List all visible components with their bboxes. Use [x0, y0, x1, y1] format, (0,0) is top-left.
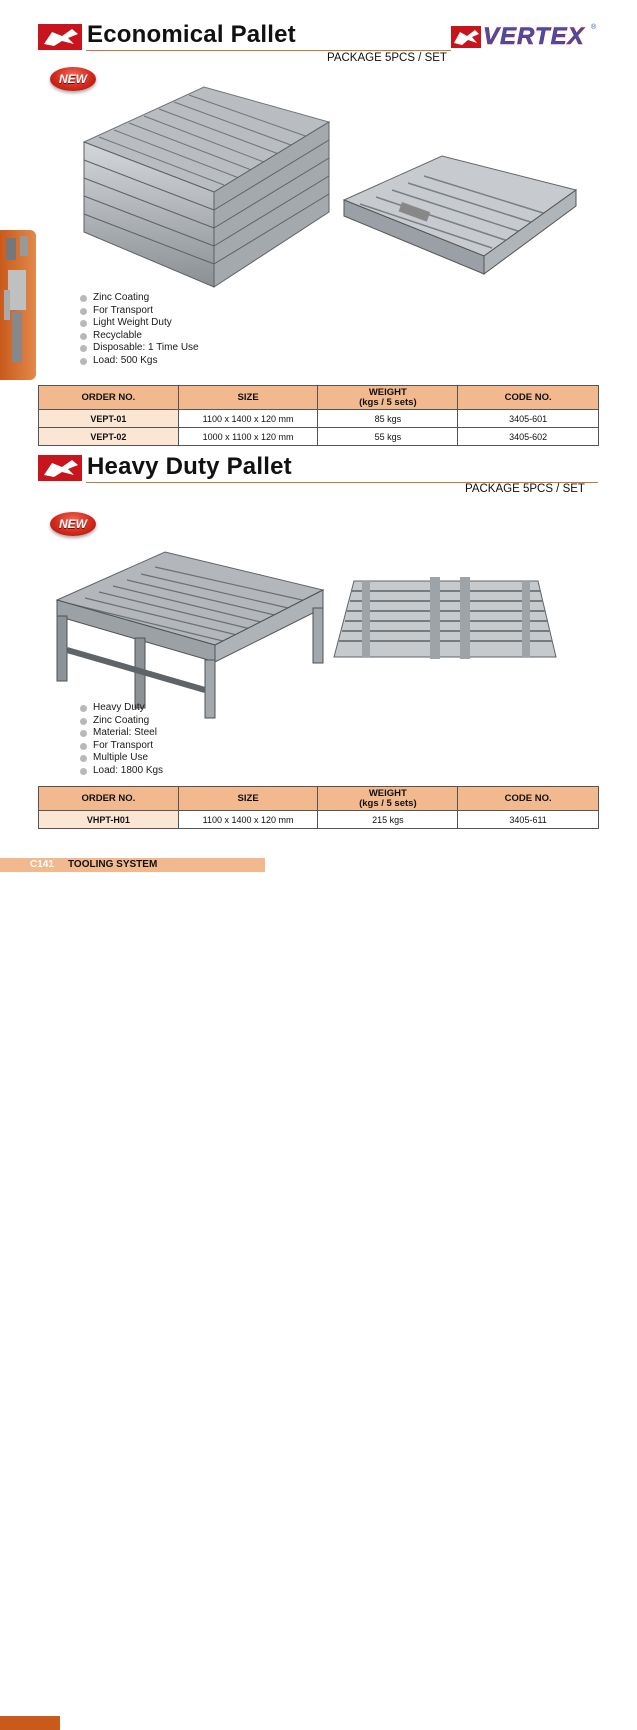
feature-item: Zinc Coating	[80, 292, 199, 305]
weight-cell: 215 kgs	[318, 811, 458, 829]
stacked-pallets-image	[74, 82, 332, 302]
header-size: SIZE	[178, 787, 318, 811]
feature-list	[80, 702, 163, 777]
weight-cell: 85 kgs	[318, 410, 458, 428]
size-cell: 1100 x 1400 x 120 mm	[178, 410, 318, 428]
package-text: PACKAGE 5PCS / SET	[465, 483, 585, 495]
brand-name: VERTEX	[483, 23, 585, 50]
new-badge: NEW	[50, 67, 96, 91]
side-catalog-tab	[0, 230, 36, 380]
header-size: SIZE	[178, 386, 318, 410]
feature-item: For Transport	[80, 305, 199, 318]
header-weight: WEIGHT (kgs / 5 sets)	[318, 787, 458, 811]
feature-item: Light Weight Duty	[80, 317, 199, 330]
code-cell: 3405-602	[458, 428, 599, 446]
footer-bar	[0, 858, 265, 872]
size-cell: 1000 x 1100 x 120 mm	[178, 428, 318, 446]
brand-eagle-icon	[451, 26, 481, 48]
order-no-cell: VEPT-02	[39, 428, 179, 446]
single-pallet-image	[342, 152, 578, 280]
order-no-cell: VEPT-01	[39, 410, 179, 428]
feature-item: Material: Steel	[80, 727, 163, 740]
order-no-cell: VHPT-H01	[39, 811, 179, 829]
spec-table	[38, 385, 599, 446]
header-weight: WEIGHT (kgs / 5 sets)	[318, 386, 458, 410]
header-code-no: CODE NO.	[458, 787, 599, 811]
header-order-no: ORDER NO.	[39, 787, 179, 811]
header-order-no: ORDER NO.	[39, 386, 179, 410]
new-badge: NEW	[50, 512, 96, 536]
section-title: Heavy Duty Pallet	[87, 453, 292, 480]
brand-logo	[451, 23, 597, 52]
heavy-pallet-top-image	[332, 577, 558, 663]
feature-item: Zinc Coating	[80, 715, 163, 728]
code-cell: 3405-611	[458, 811, 599, 829]
tools-thumbnail-icon	[0, 230, 36, 380]
size-cell: 1100 x 1400 x 120 mm	[178, 811, 318, 829]
table-row	[39, 428, 599, 446]
feature-item: Multiple Use	[80, 752, 163, 765]
title-rule	[86, 50, 451, 51]
brand-registered: ®	[591, 24, 597, 31]
feature-item: Load: 500 Kgs	[80, 355, 199, 368]
feature-item: Heavy Duty	[80, 702, 163, 715]
code-cell: 3405-601	[458, 410, 599, 428]
table-header-row	[39, 386, 599, 410]
section-title: Economical Pallet	[87, 21, 296, 48]
package-text: PACKAGE 5PCS / SET	[327, 52, 447, 64]
spec-table	[38, 786, 599, 829]
eagle-logo-icon	[38, 455, 82, 481]
weight-cell: 55 kgs	[318, 428, 458, 446]
table-row	[39, 811, 599, 829]
feature-list	[80, 292, 199, 367]
page-number-block	[0, 1716, 60, 1730]
page-number: C141	[30, 859, 54, 870]
feature-item: Recyclable	[80, 330, 199, 343]
heavy-pallet-image	[55, 550, 325, 720]
table-row	[39, 410, 599, 428]
eagle-logo-icon	[38, 24, 82, 50]
feature-item: For Transport	[80, 740, 163, 753]
table-header-row	[39, 787, 599, 811]
footer-label: TOOLING SYSTEM	[68, 859, 158, 870]
header-code-no: CODE NO.	[458, 386, 599, 410]
feature-item: Load: 1800 Kgs	[80, 765, 163, 778]
feature-item: Disposable: 1 Time Use	[80, 342, 199, 355]
